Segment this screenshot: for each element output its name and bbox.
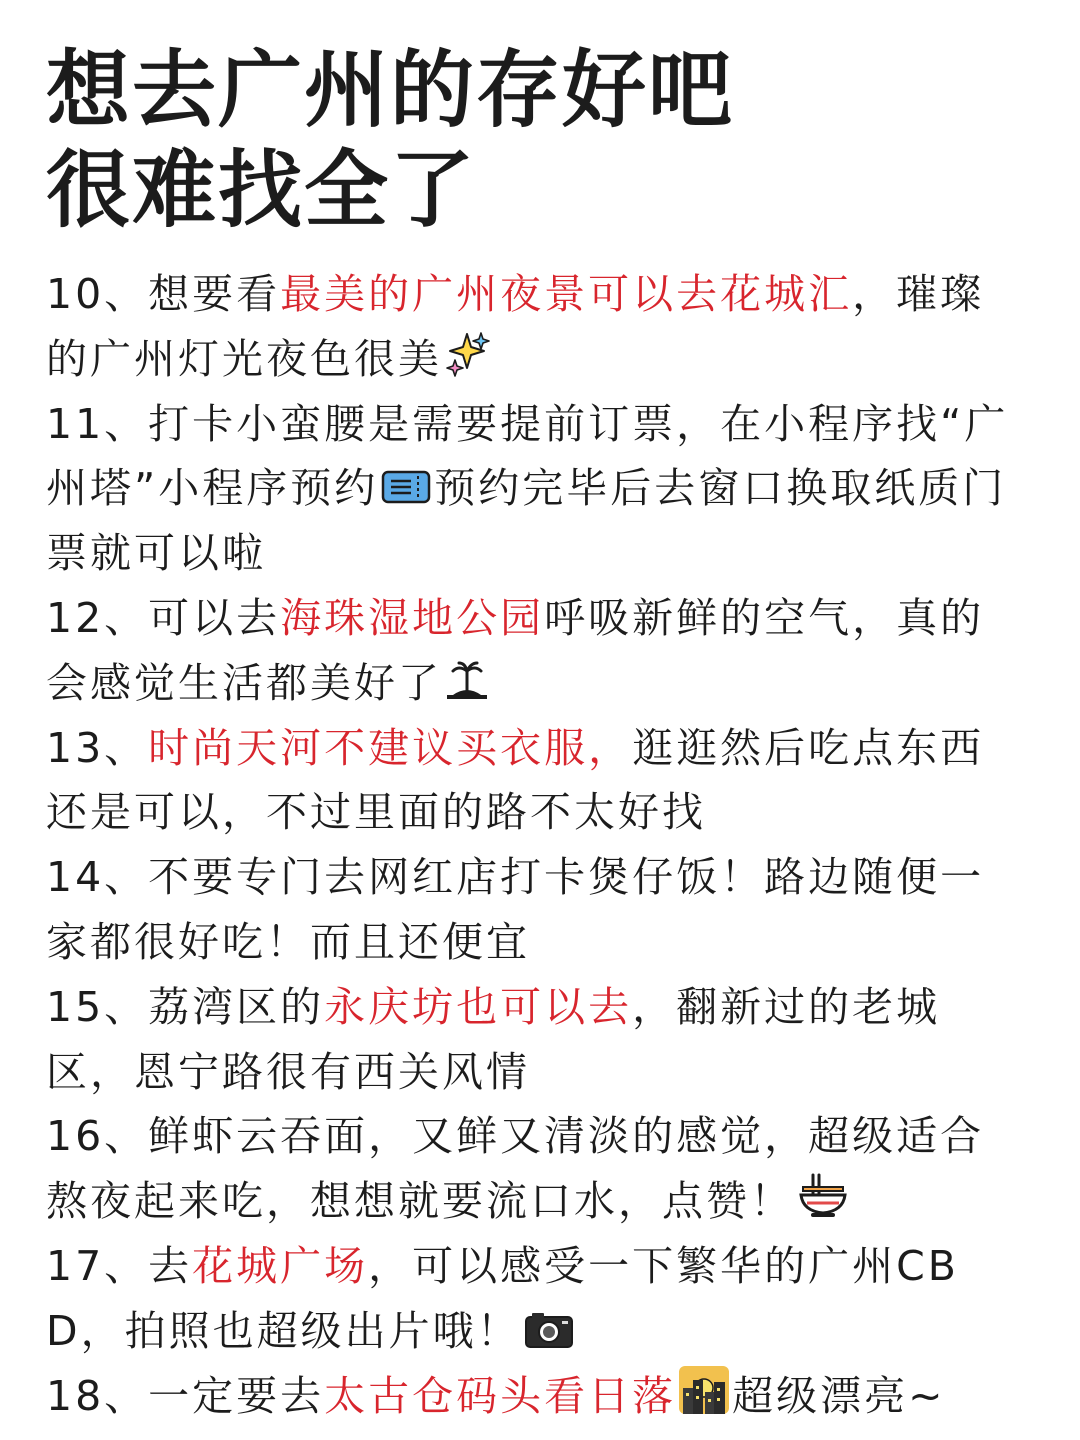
island-icon (445, 657, 489, 701)
noodle-bowl-icon (797, 1173, 849, 1219)
title-line-2: 很难找全了 (46, 141, 477, 239)
list-item-12 (46, 586, 1021, 716)
list-item-15 (46, 975, 1021, 1105)
item-text: 预约完毕后去窗口换取纸质门票就可以啦 (46, 464, 1007, 578)
list-item-14 (46, 845, 1021, 975)
item-text: 14、不要专门去网红店打卡煲仔饭！路边随便一家都很好吃！而且还便宜 (46, 853, 985, 966)
item-text: 15、荔湾区的 (46, 982, 325, 1031)
highlight-text: 花城广场 (192, 1241, 369, 1290)
sparkles-icon (445, 331, 491, 377)
highlight-text: 太古仓码头看日落 (324, 1371, 677, 1420)
item-text: 10、想要看 (46, 270, 281, 318)
page-title (46, 40, 1046, 240)
list-item-10 (46, 262, 1021, 392)
highlight-text: 海珠湿地公园 (280, 593, 545, 642)
item-text: 18、一定要去 (46, 1371, 325, 1420)
item-text: 17、去 (46, 1241, 193, 1290)
list-item-11 (46, 392, 1021, 586)
list-item-18 (46, 1364, 1021, 1429)
list-item-17 (46, 1234, 1021, 1364)
item-text: 13、 (46, 723, 149, 772)
item-text: 12、可以去 (46, 593, 281, 642)
list-item-16 (46, 1104, 1021, 1234)
item-text: 超级漂亮~ (732, 1371, 946, 1420)
item-text: 16、鲜虾云吞面，又鲜又清淡的感觉，超级适合熬夜起来吃，想想就要流口水，点赞！ (46, 1112, 985, 1226)
item-text: 逛逛然后吃点东西还是可以，不过里面的路不太好找 (46, 723, 985, 837)
item-text: 呼吸新鲜的空气，真的会感觉生活都美好了 (46, 593, 985, 707)
item-text: 11、打卡小蛮腰是需要提前订票，在小程序找“广州塔”小程序预约 (46, 399, 1009, 513)
item-text: ，可以感受一下繁华的广州CBD，拍照也超级出片哦！ (46, 1241, 959, 1355)
title-line-1: 想去广州的存好吧 (46, 41, 735, 139)
city-sunset-icon (679, 1366, 729, 1414)
item-text: ，璀璨的广州灯光夜色很美 (46, 270, 985, 383)
highlight-text: 最美的广州夜景可以去花城汇 (280, 270, 853, 318)
highlight-text: 永庆坊也可以去 (324, 982, 633, 1031)
list-item-13 (46, 716, 1021, 846)
tips-list (46, 262, 1021, 1428)
item-text: ，翻新过的老城区，恩宁路很有西关风情 (46, 982, 941, 1096)
highlight-text: 时尚天河不建议买衣服， (148, 723, 633, 772)
ticket-icon (381, 468, 431, 506)
camera-icon (524, 1309, 574, 1349)
